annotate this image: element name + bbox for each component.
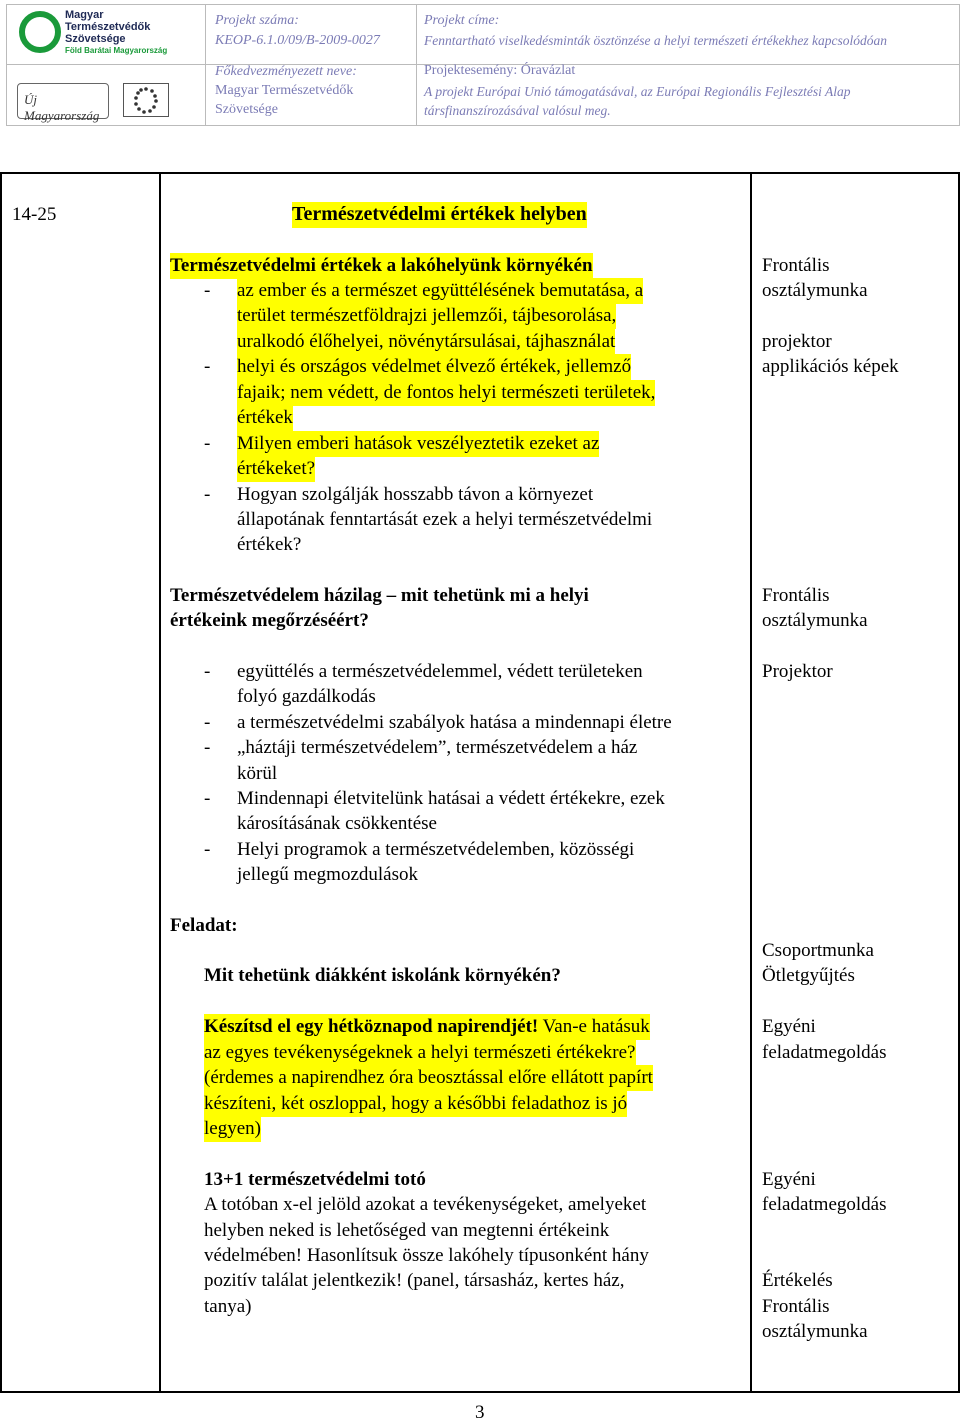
bullet-dash: - bbox=[204, 661, 211, 682]
section1-b1: uralkodó élőhelyei, növénytársulásai, tájhasználat bbox=[237, 329, 615, 355]
task-label: Feladat: bbox=[170, 915, 238, 936]
bullet-dash: - bbox=[204, 737, 211, 758]
section2-title: értékeink megőrzéséért? bbox=[170, 610, 369, 631]
method-label: feladatmegoldás bbox=[762, 1042, 887, 1063]
uj-magyarorszag-logo: Új Magyarország bbox=[17, 83, 109, 119]
section2-b3: körül bbox=[237, 763, 278, 784]
bullet-dash: - bbox=[204, 484, 211, 505]
toto-text: tanya) bbox=[204, 1296, 252, 1317]
eu-flag-icon bbox=[123, 83, 169, 117]
method-label: Ötletgyűjtés bbox=[762, 965, 855, 986]
method-label: Frontális bbox=[762, 1296, 830, 1317]
method-label: applikációs képek bbox=[762, 356, 899, 377]
section2-b4: Mindennapi életvitelünk hatásai a védett értékekre, ezek bbox=[237, 788, 665, 809]
bullet-dash: - bbox=[204, 788, 211, 809]
section2-b4: károsításának csökkentése bbox=[237, 813, 437, 834]
section1-b4: állapotának fenntartását ezek a helyi természetvédelmi bbox=[237, 509, 653, 530]
section1-b4: Hogyan szolgálják hosszabb távon a környezet bbox=[237, 484, 594, 505]
logo-subtitle: Föld Barátai Magyarország bbox=[65, 46, 168, 55]
project-number-label: Projekt száma: bbox=[215, 13, 299, 28]
task-instruction: (érdemes a napirendhez óra beosztással előre ellátott papírt bbox=[204, 1065, 653, 1091]
method-label: osztálymunka bbox=[762, 1321, 868, 1342]
task-instruction: Készítsd el egy hétköznapod napirendjét! Van-e hatásuk bbox=[204, 1014, 650, 1040]
method-label: Csoportmunka bbox=[762, 940, 874, 961]
method-label: osztálymunka bbox=[762, 610, 868, 631]
method-label: Frontális bbox=[762, 585, 830, 606]
bullet-dash: - bbox=[204, 356, 211, 377]
header-logo-cell bbox=[7, 5, 206, 125]
section2-title: Természetvédelem házilag – mit tehetünk mi a helyi bbox=[170, 585, 589, 606]
task-instruction: legyen) bbox=[204, 1116, 261, 1142]
project-number: KEOP-6.1.0/09/B-2009-0027 bbox=[215, 33, 380, 48]
page-number: 3 bbox=[475, 1402, 485, 1423]
toto-text: A totóban x-el jelöld azokat a tevékenységeket, amelyeket bbox=[204, 1194, 647, 1215]
section1-b3: értékeket? bbox=[237, 456, 315, 482]
logo-text: Magyar Természetvédők Szövetsége bbox=[65, 9, 151, 45]
project-title-label: Projekt címe: bbox=[424, 13, 500, 28]
bullet-dash: - bbox=[204, 712, 211, 733]
task-instruction: az egyes tevékenységeknek a helyi természeti értékekre? bbox=[204, 1040, 636, 1066]
bullet-dash: - bbox=[204, 433, 211, 454]
method-label: Frontális bbox=[762, 255, 830, 276]
section2-b5: Helyi programok a természetvédelemben, közösségi bbox=[237, 839, 635, 860]
column-divider bbox=[159, 174, 161, 1391]
section1-b2: helyi és országos védelmet élvező értékek, jellemző bbox=[237, 354, 631, 380]
task-question: Mit tehetünk diákként iskolánk környékén? bbox=[204, 965, 561, 986]
header-project-title bbox=[417, 5, 960, 125]
toto-text: védelmében! Hasonlítsuk össze lakóhely típusonként hány bbox=[204, 1245, 649, 1266]
funding-line2: társfinanszírozásával valósul meg. bbox=[424, 103, 611, 118]
toto-text: helyben neked is lehetőséged van megtenni értékeink bbox=[204, 1220, 610, 1241]
section2-b2: a természetvédelmi szabályok hatása a mindennapi életre bbox=[237, 712, 672, 733]
method-label: Egyéni bbox=[762, 1169, 816, 1190]
bullet-dash: - bbox=[204, 280, 211, 301]
task-instruction: készíteni, két oszloppal, hogy a későbbi feladathoz is jó bbox=[204, 1091, 627, 1117]
method-label: Egyéni bbox=[762, 1016, 816, 1037]
section2-b5: jellegű megmozdulások bbox=[237, 864, 418, 885]
section1-b2: értékek bbox=[237, 405, 293, 431]
bullet-dash: - bbox=[204, 839, 211, 860]
section1-title: Természetvédelmi értékek a lakóhelyünk környékén bbox=[170, 253, 593, 279]
project-title: Fenntartható viselkedésminták ösztönzése a helyi természeti értékekhez kapcsolódóan bbox=[424, 33, 888, 48]
project-event: Projektesemény: Óravázlat bbox=[424, 63, 576, 78]
method-label: Projektor bbox=[762, 661, 833, 682]
section1-b1: az ember és a természet együttélésének bemutatása, a bbox=[237, 278, 643, 304]
section2-b1: együttélés a természetvédelemmel, védett területeken bbox=[237, 661, 643, 682]
method-label: feladatmegoldás bbox=[762, 1194, 887, 1215]
method-label: projektor bbox=[762, 331, 832, 352]
method-label: Értékelés bbox=[762, 1270, 833, 1291]
mtvsz-logo bbox=[7, 5, 206, 65]
section1-b2: fajaik; nem védett, de fontos helyi természeti területek, bbox=[237, 380, 655, 406]
section2-b3: „háztáji természetvédelem”, természetvédelem a ház bbox=[237, 737, 638, 758]
earth-icon bbox=[19, 11, 61, 53]
section1-b3: Milyen emberi hatások veszélyeztetik ezeket az bbox=[237, 431, 599, 457]
beneficiary-label: Főkedvezményezett neve: bbox=[215, 64, 357, 79]
toto-title: 13+1 természetvédelmi totó bbox=[204, 1169, 426, 1190]
header-project-info bbox=[206, 5, 417, 125]
funding-line1: A projekt Európai Unió támogatásával, az Európai Regionális Fejlesztési Alap bbox=[424, 84, 851, 99]
section1-b4: értékek? bbox=[237, 534, 302, 555]
lesson-id: 14-25 bbox=[12, 204, 57, 225]
method-label: osztálymunka bbox=[762, 280, 868, 301]
lesson-plan-table bbox=[0, 172, 960, 1393]
lesson-heading: Természetvédelmi értékek helyben bbox=[292, 202, 587, 228]
beneficiary-line2: Szövetsége bbox=[215, 102, 278, 117]
section2-b1: folyó gazdálkodás bbox=[237, 686, 376, 707]
section1-b1: terület természetföldrajzi jellemzői, tájbesorolása, bbox=[237, 303, 616, 329]
page-header bbox=[6, 4, 960, 126]
beneficiary-line1: Magyar Természetvédők bbox=[215, 83, 354, 98]
toto-text: pozitív találat jelentkezik! (panel, társasház, kertes ház, bbox=[204, 1270, 625, 1291]
column-divider bbox=[750, 174, 752, 1391]
